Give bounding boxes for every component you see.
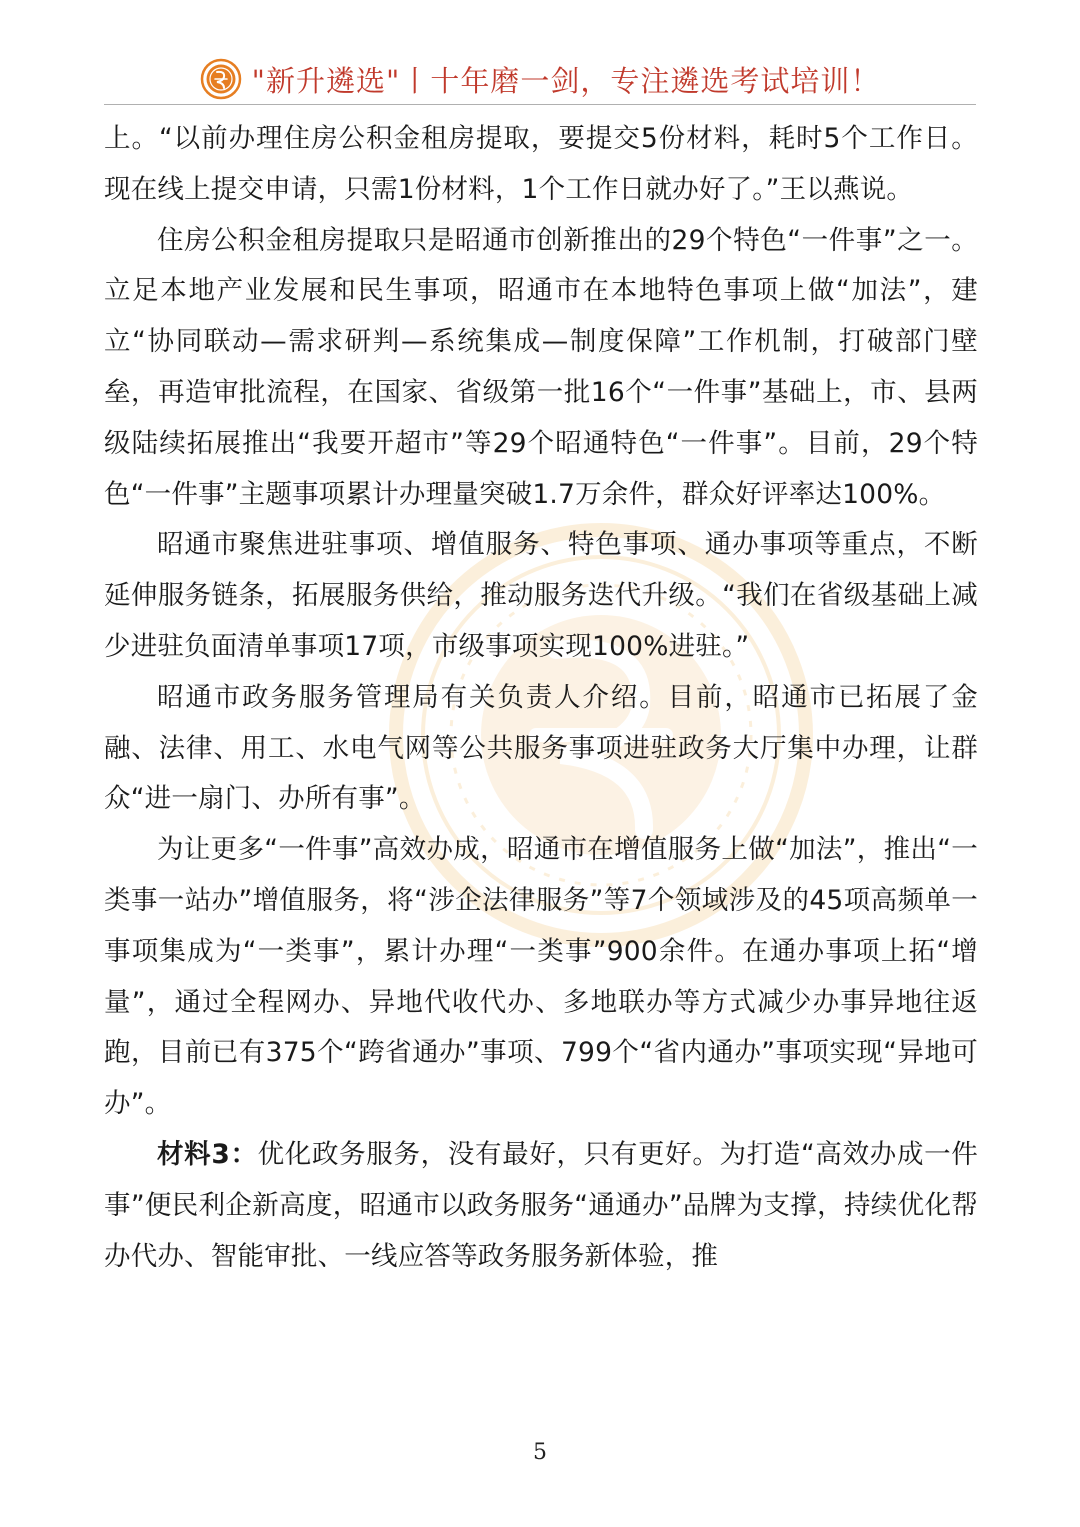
paragraph-3: 昭通市聚焦进驻事项、增值服务、特色事项、通办事项等重点，不断延伸服务链条，拓展服务供给，推动服务迭代升级。“我们在省级基础上减少进驻负面清单事项17项，市级事项实现100%进驻。” (104, 529, 978, 662)
page-number: 5 (533, 1440, 547, 1465)
header-divider (104, 104, 976, 105)
paragraph-6-text: 优化政务服务，没有最好，只有更好。为打造“高效办成一件事”便民利企新高度，昭通市以政务服务“通通办”品牌为支撑，持续优化帮办代办、智能审批、一线应答等政务服务新体验，推 (104, 1138, 978, 1272)
paragraph-5: 为让更多“一件事”高效办成，昭通市在增值服务上做“加法”，推出“一类事一站办”增值服务，将“涉企法律服务”等7个领域涉及的45项高频单一事项集成为“一类事”，累计办理“一类事”900余件。在通办事项上拓“增量”，通过全程网办、异地代收代办、多地联办等方式减少办事异地往返跑，目前已有375个“跨省通办”事项、799个“省内通办”事项实现“异地可办”。 (104, 834, 978, 1120)
paragraph-6 (104, 1130, 978, 1282)
paragraph-1: 上。“以前办理住房公积金租房提取，要提交5份材料，耗时5个工作日。现在线上提交申请，只需1份材料，1个工作日就办好了。”王以燕说。 (104, 123, 978, 205)
page-header (104, 56, 976, 102)
header-slogan: "新升遴选"丨十年磨一剑，专注遴选考试培训！ (251, 63, 881, 98)
xinsheng-logo-icon (200, 58, 242, 100)
material-label: 材料3： (157, 1138, 258, 1170)
article-body (104, 114, 978, 1282)
paragraph-4: 昭通市政务服务管理局有关负责人介绍。目前，昭通市已拓展了金融、法律、用工、水电气网等公共服务事项进驻政务大厅集中办理，让群众“进一扇门、办所有事”。 (104, 681, 978, 815)
paragraph-2: 住房公积金租房提取只是昭通市创新推出的29个特色“一件事”之一。立足本地产业发展和民生事项，昭通市在本地特色事项上做“加法”，建立“协同联动—需求研判—系统集成—制度保障”工作机制，打破部门壁垒，再造审批流程，在国家、省级第一批16个“一件事”基础上，市、县两级陆续拓展推出“我要开超市”等29个昭通特色“一件事”。目前，29个特色“一件事”主题事项累计办理量突破1.7万余件，群众好评率达100%。 (104, 224, 978, 510)
